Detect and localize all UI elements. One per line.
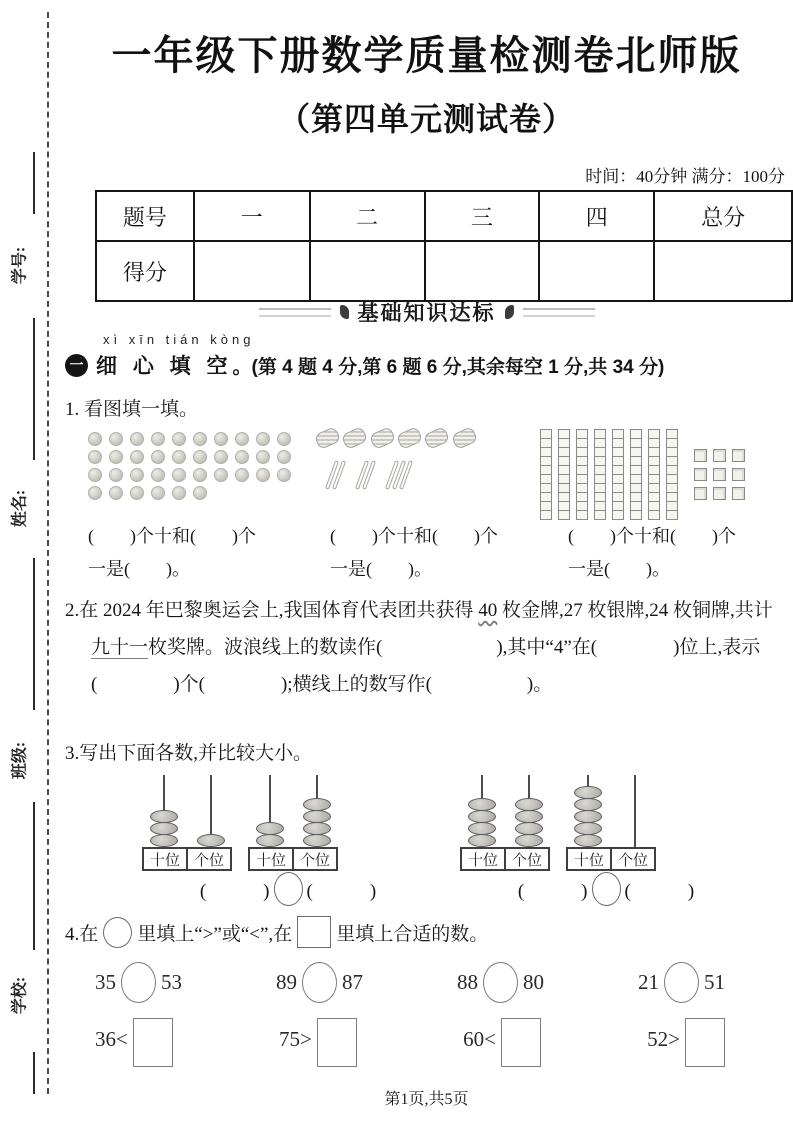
abacus-rod [634,775,636,847]
left-number: 21 [638,970,659,994]
unit-cube-icon [694,449,707,462]
stick-bundle-icon [450,426,478,450]
sticks-figure [316,430,476,490]
abacus-rod-column [458,775,505,847]
beads-figure [88,432,291,500]
abacus-rods [564,775,658,847]
abacus-bead-icon [303,834,331,847]
q2-wavy-number: 40 [478,600,498,621]
abacus-bead-icon [303,822,331,835]
abacus-bead-icon [515,798,543,811]
counter-bead-icon [151,432,165,446]
answer-box [685,1018,725,1067]
stick-bundle-icon [314,426,342,450]
score-cell [539,241,654,301]
loose-stick-group [390,460,411,490]
q2-seg: 枚奖牌。波浪线上的数读作( ),其中“4”在( )位上,表示( )个( );横线上的数写作( )。 [91,637,761,695]
write-line [33,152,35,214]
counter-bead-icon [277,468,291,482]
block-cubes [694,449,746,501]
abacus-base [142,847,232,871]
abacus-base [248,847,338,871]
q4-suffix: 里填上合适的数。 [336,923,489,945]
write-line [33,558,35,710]
compare-circle [592,872,621,906]
score-table-col: 一 [194,191,310,241]
unit-cube-icon [732,449,745,462]
fold-dashed-line [47,12,49,1094]
ten-block-tower [630,430,642,520]
counter-bead-icon [193,432,207,446]
abacus-rods [458,775,552,847]
stick-bundle-icon [368,426,396,450]
left-number: 35 [95,970,116,994]
place-value-cell: 十位 [142,847,188,871]
abacus-bead-icon [574,834,602,847]
q3-compare [138,872,438,906]
block-cell [558,510,570,520]
abacus [564,775,658,871]
banner-ornament-line [259,308,331,317]
counter-bead-icon [88,450,102,464]
counter-bead-icon [214,432,228,446]
fill-bottom: 一是( )。 [330,559,432,579]
counter-bead-icon [88,486,102,500]
expression: 36< [95,1027,128,1051]
ten-block-tower [558,430,570,520]
counter-bead-icon [214,450,228,464]
student-name-label: 姓名: [11,489,29,528]
fill-box-item [95,1012,173,1067]
place-value-cell: 十位 [566,847,612,871]
abacus-rod-column [611,775,658,847]
abacus-bead-icon [150,822,178,835]
bead-row [88,486,291,500]
page-subtitle: （第四单元测试卷） [277,101,575,137]
ten-block-tower [576,430,588,520]
score-cell [654,241,792,301]
stick-bundle-icon [396,426,424,450]
answer-box [317,1018,357,1067]
counter-bead-icon [214,468,228,482]
blocks-figure [540,430,746,520]
unit-cube-icon [694,468,707,481]
q3-compare [456,872,756,906]
block-cell [576,510,588,520]
place-value-cell: 个位 [504,847,550,871]
counter-bead-icon [130,486,144,500]
counter-bead-icon [193,450,207,464]
compare-item [276,962,363,1003]
q4-label [65,916,488,948]
compare-blank: ( ) [517,880,588,902]
stick-bundle-icon [341,426,369,450]
q3-label: 3.写出下面各数,并比较大小。 [65,743,313,764]
banner-leaf-icon [340,305,349,319]
abacus-bead-icon [574,786,602,799]
left-number: 88 [457,970,478,994]
block-cell [666,510,678,520]
block-cell [630,510,642,520]
place-value-cell: 个位 [292,847,338,871]
counter-bead-icon [172,450,186,464]
counter-bead-icon [277,432,291,446]
block-cell [612,510,624,520]
counter-bead-icon [235,468,249,482]
section-banner [60,297,793,327]
q1-label: 1. 看图填一填。 [65,399,199,420]
counter-bead-icon [130,432,144,446]
fill-top: ( )个十和( )个 [330,526,498,546]
abacus-rod-column [564,775,611,847]
stick-bundle-icon [423,426,451,450]
abacus-bead-icon [468,834,496,847]
abacus-bead-icon [303,798,331,811]
compare-circle [274,872,303,906]
unit-cube-icon [713,468,726,481]
abacus-bead-icon [574,810,602,823]
q1-fill-blank [88,520,256,586]
score-row-label: 得分 [96,241,194,301]
counter-bead-icon [256,468,270,482]
compare-blank: ( ) [306,880,377,902]
block-towers [540,430,678,520]
score-cell [194,241,310,301]
block-cell [648,510,660,520]
q4-mid: 里填上“>”或“<”,在 [137,923,293,945]
compare-circle [483,962,518,1003]
write-line [33,318,35,460]
abacus-base [460,847,550,871]
compare-item [638,962,725,1003]
section-heading [65,350,664,380]
loose-sticks [330,460,476,490]
page-number: 第1页,共5页 [384,1091,469,1108]
score-table-corner: 题号 [96,191,194,241]
compare-circle [121,962,156,1003]
abacus-bead-icon [468,810,496,823]
student-id-label: 学号: [11,246,29,285]
abacus-bead-icon [468,822,496,835]
counter-bead-icon [151,468,165,482]
score-table-col: 三 [425,191,540,241]
score-cell [425,241,540,301]
counter-bead-icon [235,432,249,446]
abacus-rods [246,775,340,847]
compare-item [95,962,182,1003]
abacus-rod-column [505,775,552,847]
section-score-note: 。(第 4 题 4 分,第 6 题 6 分,其余每空 1 分,共 34 分) [232,356,665,378]
score-table-col: 二 [310,191,425,241]
counter-bead-icon [172,468,186,482]
counter-bead-icon [256,450,270,464]
counter-bead-icon [151,450,165,464]
counter-bead-icon [172,432,186,446]
ten-block-tower [648,430,660,520]
abacus-bead-icon [303,810,331,823]
banner-leaf-icon [505,305,514,319]
abacus [140,775,234,871]
counter-bead-icon [109,450,123,464]
q2-underlined-number: 九十一 [91,637,149,658]
right-number: 51 [704,970,725,994]
place-value-cell: 十位 [460,847,506,871]
fill-top: ( )个十和( )个 [568,526,736,546]
abacus-bead-icon [256,834,284,847]
counter-bead-icon [172,486,186,500]
left-number: 89 [276,970,297,994]
q2-text [65,592,783,703]
counter-bead-icon [193,468,207,482]
abacus-bead-icon [150,810,178,823]
section-number-badge: 一 [65,354,88,377]
compare-blank: ( ) [624,880,695,902]
score-table-col: 总分 [654,191,792,241]
fill-box-item [463,1012,541,1067]
abacus-base [566,847,656,871]
square-placeholder-icon [297,916,331,948]
ten-block-tower [594,430,606,520]
unit-cube-icon [694,487,707,500]
abacus-bead-icon [256,822,284,835]
class-label: 班级: [11,741,29,780]
unit-cube-icon [713,487,726,500]
counter-bead-icon [277,450,291,464]
expression: 60< [463,1027,496,1051]
score-table [95,190,793,302]
counter-bead-icon [88,468,102,482]
q2-seg: 枚金牌,27 枚银牌,24 枚铜牌,共计 [497,600,773,621]
abacus-group [458,775,658,871]
loose-stick-group [360,460,374,490]
counter-bead-icon [130,450,144,464]
write-line [33,1052,35,1094]
fill-box-item [279,1012,357,1067]
ten-block-tower [612,430,624,520]
bead-row [88,468,291,482]
exam-meta: 时间：40分钟 满分：100分 [585,167,785,186]
compare-circle [664,962,699,1003]
fill-box-item [647,1012,725,1067]
counter-bead-icon [88,432,102,446]
counter-bead-icon [256,432,270,446]
abacus-bead-icon [515,810,543,823]
place-value-cell: 个位 [610,847,656,871]
q1-fill-blank [568,520,736,586]
abacus-rod-column [246,775,293,847]
abacus-group [140,775,340,871]
counter-bead-icon [109,432,123,446]
banner-ornament-line [523,308,595,317]
counter-bead-icon [235,450,249,464]
counter-bead-icon [151,486,165,500]
abacus-bead-icon [574,798,602,811]
place-value-cell: 个位 [186,847,232,871]
unit-cube-icon [713,449,726,462]
abacus-bead-icon [197,834,225,847]
expression: 52> [647,1027,680,1051]
answer-box [501,1018,541,1067]
abacus-bead-icon [150,834,178,847]
compare-item [457,962,544,1003]
abacus-bead-icon [515,822,543,835]
ten-block-tower [540,430,552,520]
section-title: 细 心 填 空 [96,355,233,378]
section-pinyin: xì xīn tián kòng [103,332,255,347]
school-label: 学校: [11,976,29,1015]
page-title: 一年级下册数学质量检测卷北师版 [111,33,742,78]
counter-bead-icon [109,486,123,500]
compare-blank: ( ) [199,880,270,902]
counter-bead-icon [193,486,207,500]
score-cell [310,241,425,301]
circle-placeholder-icon [103,917,132,948]
compare-circle [302,962,337,1003]
right-number: 80 [523,970,544,994]
loose-stick-group [330,460,344,490]
abacus-rod-column [187,775,234,847]
abacus-rods [140,775,234,847]
q2-seg: 2.在 2024 年巴黎奥运会上,我国体育代表团共获得 [65,600,479,621]
q4-box-row [95,1012,725,1067]
fill-top: ( )个十和( )个 [88,526,256,546]
right-number: 87 [342,970,363,994]
ten-block-tower [666,430,678,520]
abacus-rod-column [293,775,340,847]
counter-bead-icon [109,468,123,482]
block-cell [540,510,552,520]
q4-prefix: 4.在 [65,923,99,945]
fill-bottom: 一是( )。 [568,559,670,579]
bead-row [88,450,291,464]
q1-fill-blank [330,520,498,586]
abacus-bead-icon [468,798,496,811]
score-table-col: 四 [539,191,654,241]
stick-bundles [316,430,476,446]
abacus [246,775,340,871]
banner-title: 基础知识达标 [357,302,496,325]
abacus [458,775,552,871]
write-line [33,802,35,950]
abacus-rod-column [140,775,187,847]
abacus-bead-icon [515,834,543,847]
fill-bottom: 一是( )。 [88,559,190,579]
place-value-cell: 十位 [248,847,294,871]
expression: 75> [279,1027,312,1051]
unit-cube-icon [732,468,745,481]
right-number: 53 [161,970,182,994]
abacus-bead-icon [574,822,602,835]
unit-cube-icon [732,487,745,500]
counter-bead-icon [130,468,144,482]
q4-circle-row [95,962,725,1003]
answer-box [133,1018,173,1067]
block-cell [594,510,606,520]
bead-row [88,432,291,446]
